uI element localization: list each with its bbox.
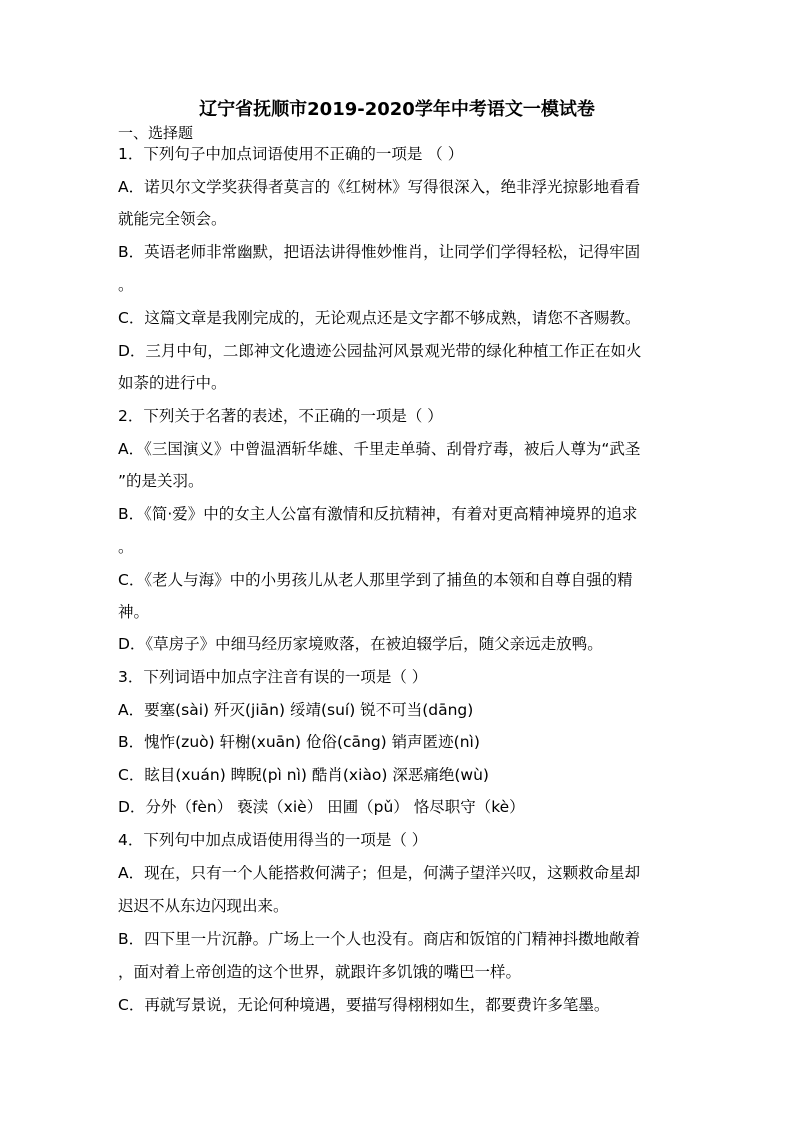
question-2-option-b-cont: 。: [118, 538, 134, 556]
question-1-option-b-cont: 。: [118, 276, 134, 294]
question-2-option-a-cont: ”的是关羽。: [118, 472, 204, 490]
question-4-option-c: C．再就写景说，无论何种境遇，要描写得栩栩如生，都要费许多笔墨。: [118, 996, 610, 1014]
section-heading: 一、选择题: [118, 124, 194, 142]
question-1-option-b: B．英语老师非常幽默，把语法讲得惟妙惟肖，让同学们学得轻松，记得牢固: [118, 243, 641, 261]
question-4-option-b: B．四下里一片沉静。广场上一个人也没有。商店和饭馆的门精神抖擞地敞着: [118, 930, 641, 948]
question-4-option-a-cont: 迟迟不从东边闪现出来。: [118, 897, 289, 915]
question-1-option-d: D．三月中旬，二郎神文化遗迹公园盐河风景观光带的绿化种植工作正在如火: [118, 342, 642, 360]
question-1-option-d-cont: 如荼的进行中。: [118, 374, 227, 392]
question-1-option-c: C．这篇文章是我刚完成的，无论观点还是文字都不够成熟，请您不吝赐教。: [118, 309, 641, 327]
question-3-option-d: D．分外（fèn） 亵渎（xiè） 田圃（pǔ） 恪尽职守（kè）: [118, 798, 525, 816]
document-title: 辽宁省抚顺市2019-2020学年中考语文一模试卷: [199, 99, 595, 120]
question-3-option-c: C．眩目(xuán) 睥睨(pì nì) 酷肖(xiào) 深恶痛绝(wù): [118, 766, 489, 784]
question-2-option-a: A．《三国演义》中曾温酒斩华雄、千里走单骑、刮骨疗毒，被后人尊为“武圣: [118, 440, 641, 458]
question-3-stem: 3．下列词语中加点字注音有误的一项是（ ）: [118, 668, 428, 686]
question-4-stem: 4．下列句中加点成语使用得当的一项是（ ）: [118, 831, 428, 849]
question-4-option-b-cont: ，面对着上帝创造的这个世界，就跟许多饥饿的嘴巴一样。: [118, 963, 522, 981]
question-1-option-a: A．诺贝尔文学奖获得者莫言的《红树林》写得很深入，绝非浮光掠影地看看: [118, 178, 641, 196]
question-2-stem: 2．下列关于名著的表述，不正确的一项是（ ）: [118, 407, 443, 425]
question-1-option-a-cont: 就能完全领会。: [118, 210, 227, 228]
question-2-option-c: C．《老人与海》中的小男孩儿从老人那里学到了捕鱼的本领和自尊自强的精: [118, 571, 633, 589]
question-2-option-d: D．《草房子》中细马经历家境败落，在被迫辍学后，随父亲远走放鸭。: [118, 635, 603, 653]
question-3-option-b: B．愧怍(zuò) 轩榭(xuān) 伧俗(cāng) 销声匿迹(nì): [118, 733, 480, 751]
question-3-option-a: A．要塞(sài) 歼灭(jiān) 绥靖(suí) 锐不可当(dāng): [118, 701, 474, 719]
question-1-stem: 1．下列句子中加点词语使用不正确的一项是 （ ）: [118, 145, 464, 163]
question-2-option-c-cont: 神。: [118, 603, 150, 621]
question-4-option-a: A．现在，只有一个人能搭救何满子；但是，何满子望洋兴叹，这颗救命星却: [118, 864, 641, 882]
question-2-option-b: B．《简·爱》中的女主人公富有激情和反抗精神，有着对更高精神境界的追求: [118, 505, 638, 523]
